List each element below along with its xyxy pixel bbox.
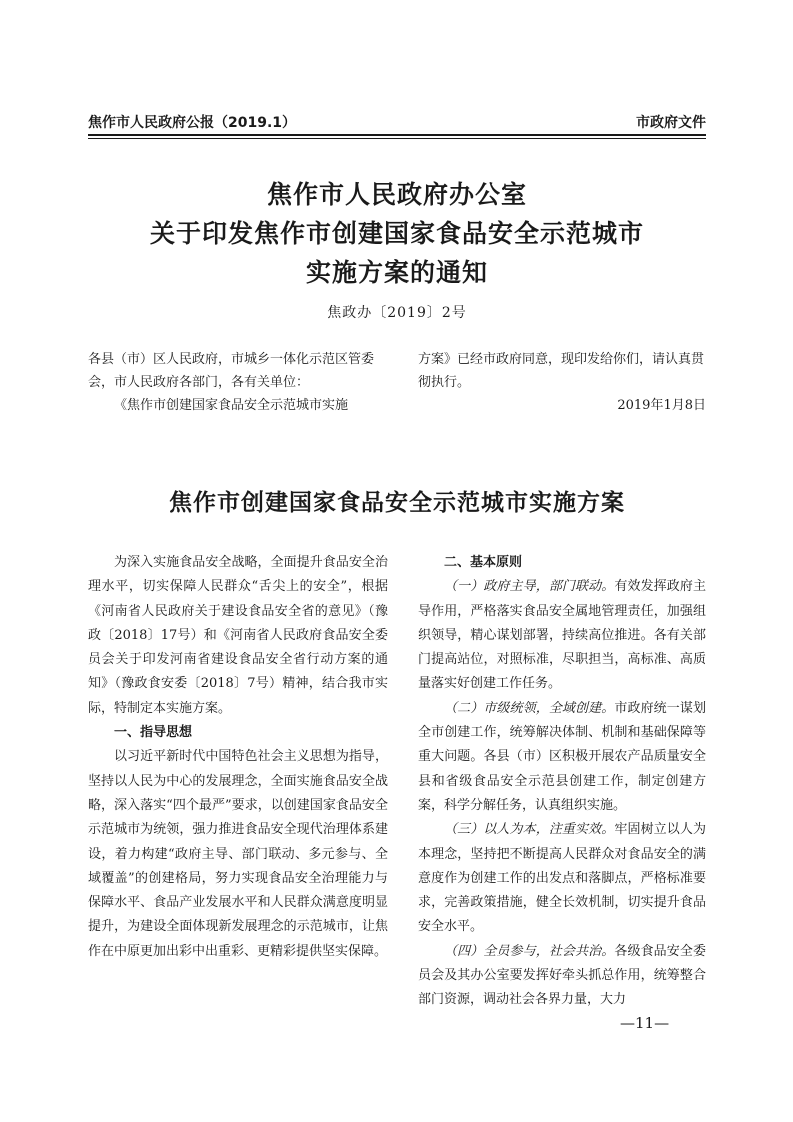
notice-left-column xyxy=(88,348,390,417)
header-publication: 焦作市人民政府公报（2019.1） xyxy=(88,115,297,131)
plan-right-column xyxy=(418,551,706,1013)
notice-body-start: 《焦作市创建国家食品安全示范城市实施 xyxy=(114,398,349,413)
principle-4-text: 各级食品安全委员会及其办公室要发挥好牵头抓总作用，统筹整合部门资源，调动社会各界力量，大力 xyxy=(418,943,706,1008)
section2-heading: 二、基本原则 xyxy=(444,555,523,570)
plan-left-column xyxy=(88,551,388,964)
header-section: 市政府文件 xyxy=(636,115,706,131)
principle-1 xyxy=(418,575,706,696)
page-number: —11— xyxy=(620,1014,670,1032)
principle-4 xyxy=(418,940,706,1013)
notice-date: 2019年1月8日 xyxy=(617,398,706,413)
principle-3 xyxy=(418,818,706,939)
document-number: 焦政办〔2019〕2号 xyxy=(327,305,467,321)
principle-2-lead: （二）市级统领，全域创建。 xyxy=(444,700,615,716)
principle-1-text: 有效发挥政府主导作用，严格落实食品安全属地管理责任，加强组织领导，精心谋划部署，持续高位推进。各有关部门提高站位，对照标准，尽职担当，高标准、高质量落实好创建工作任务。 xyxy=(418,579,706,692)
principle-4-lead: （四）全员参与，社会共治。 xyxy=(444,943,615,959)
principle-3-lead: （三）以人为本，注重实效。 xyxy=(444,822,615,838)
notice-title-line1: 焦作市人民政府办公室 xyxy=(266,180,527,209)
notice-recipients: 各县（市）区人民政府，市城乡一体化示范区管委会，市人民政府各部门，各有关单位： xyxy=(88,352,375,390)
principle-2 xyxy=(418,697,706,818)
principle-2-text: 市政府统一谋划全市创建工作，统筹解决体制、机制和基础保障等重大问题。各县（市）区积极开展农产品质量安全县和省级食品安全示范县创建工作，制定创建方案，科学分解任务，认真组织实施。 xyxy=(418,700,706,813)
running-header xyxy=(88,108,706,132)
header-rule-thick xyxy=(88,134,706,136)
principle-3-text: 牢固树立以人为本理念，坚持把不断提高人民群众对食品安全的满意度作为创建工作的出发点和落脚点，严格标准要求，完善政策措施，健全长效机制，切实提升食品安全水平。 xyxy=(418,822,706,935)
header-rule-thin xyxy=(88,138,706,139)
plan-title: 焦作市创建国家食品安全示范城市实施方案 xyxy=(169,489,625,516)
section1-text: 以习近平新时代中国特色社会主义思想为指导，坚持以人民为中心的发展理念，全面实施食品安全战略，深入落实“四个最严”要求，以创建国家食品安全示范城市为统领，强力推进食品安全现代治理体系建设，着力构建“政府主导、部门联动、多元参与、全域覆盖”的创建格局，努力实现食品安全治理能力与保障水平、食品产业发展水平和人民群众满意度明显提升，为建设全面体现新发展理念的示范城市，让焦作在中原更加出彩中出重彩、更精彩提供坚实保障。 xyxy=(88,749,388,959)
notice-right-column xyxy=(418,348,706,417)
notice-title-line2: 关于印发焦作市创建国家食品安全示范城市 xyxy=(149,219,644,248)
section1-heading: 一、指导思想 xyxy=(114,725,193,741)
plan-intro: 为深入实施食品安全战略，全面提升食品安全治理水平，切实保障人民群众“舌尖上的安全”，根据《河南省人民政府关于建设食品安全省的意见》（豫政〔2018〕17号）和《河南省人民政府食品安全委员会关于印发河南省建设食品安全省行动方案的通知》（豫政食安委〔2018〕7号）精神，结合我市实际，特制定本实施方案。 xyxy=(88,555,388,716)
notice-body-end: 方案》已经市政府同意，现印发给你们，请认真贯彻执行。 xyxy=(418,352,705,390)
principle-1-lead: （一）政府主导，部门联动。 xyxy=(444,579,615,595)
notice-title-line3: 实施方案的通知 xyxy=(305,258,488,287)
